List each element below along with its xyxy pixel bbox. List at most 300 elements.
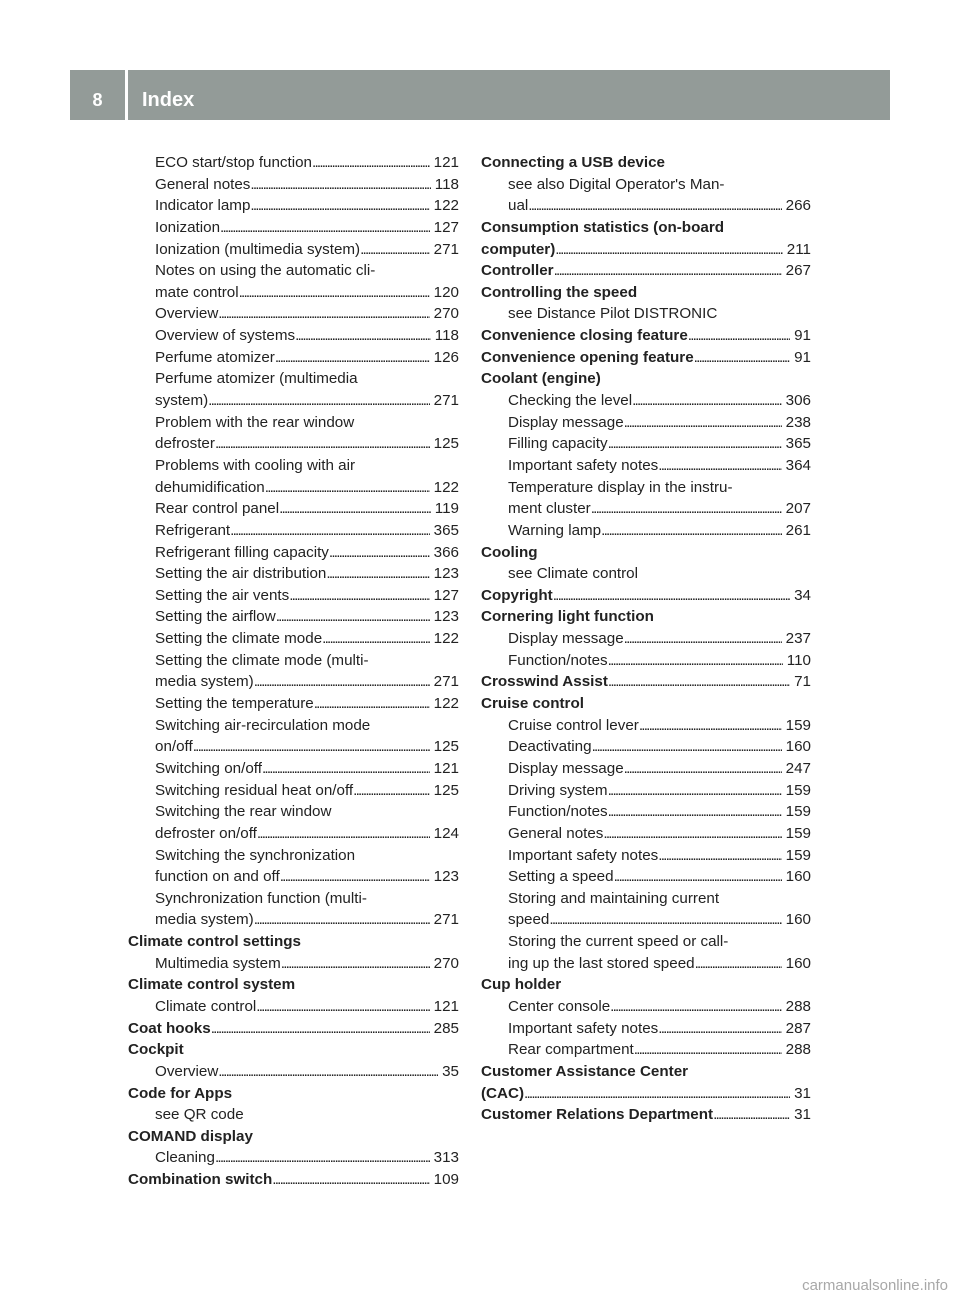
page-reference: 366 [433, 543, 459, 561]
dot-leader [295, 325, 431, 347]
entry-text: Problems with cooling with air [155, 456, 356, 474]
index-subentry [128, 325, 459, 347]
page-reference: 261 [785, 521, 811, 539]
page-reference: 121 [433, 759, 459, 777]
entry-text: Function/notes [508, 803, 608, 821]
entry-text: Code for Apps [128, 1084, 233, 1102]
page-reference: 31 [794, 1084, 811, 1102]
page-reference: 120 [433, 283, 459, 301]
index-entry [481, 974, 811, 996]
page-reference: 121 [433, 154, 459, 171]
dot-leader [603, 823, 781, 845]
index-entry [481, 260, 811, 282]
index-entry [481, 1083, 811, 1105]
entry-text: Convenience opening feature [481, 348, 694, 366]
page-reference: 119 [434, 500, 459, 518]
entry-text: Ionization (multimedia system) [155, 240, 361, 258]
dot-leader [658, 1018, 781, 1040]
dot-leader [239, 282, 430, 304]
dot-leader [360, 239, 430, 261]
dot-leader [280, 866, 430, 888]
index-subentry [128, 282, 459, 304]
page-reference: 125 [433, 781, 459, 799]
entry-text: Consumption statistics (on-board [481, 218, 724, 236]
entry-text: ing up the last stored speed [508, 954, 695, 972]
index-subentry [481, 303, 811, 325]
index-subentry [128, 433, 459, 455]
index-subentry [481, 996, 811, 1018]
entry-text: Refrigerant filling capacity [155, 543, 329, 561]
dot-leader [658, 455, 781, 477]
index-entry [481, 347, 811, 369]
page-reference: 364 [785, 456, 811, 474]
index-entry [481, 1061, 811, 1083]
dot-leader [220, 217, 430, 239]
dot-leader [554, 260, 782, 282]
index-entry [481, 1104, 811, 1126]
entry-text: Cornering light function [481, 608, 654, 626]
index-entry [128, 931, 459, 953]
entry-text: computer) [481, 240, 556, 258]
index-subentry [128, 498, 459, 520]
index-entry [481, 671, 811, 693]
entry-text: Overview [155, 1062, 219, 1080]
index-subentry [128, 174, 459, 196]
index-subentry [128, 1061, 459, 1083]
entry-text: Cooling [481, 543, 538, 561]
index-column-right [481, 152, 811, 1126]
dot-leader [608, 433, 782, 455]
page-reference: 159 [785, 824, 811, 842]
entry-text: ual [508, 197, 529, 215]
dot-leader [634, 1039, 782, 1061]
entry-text: Switching air-recirculation mode [155, 716, 371, 734]
index-subentry [128, 455, 459, 477]
dot-leader [276, 606, 430, 628]
page-reference: 285 [433, 1019, 459, 1037]
page-reference: 270 [433, 305, 459, 323]
index-subentry [128, 715, 459, 737]
index-entry [128, 974, 459, 996]
index-subentry [128, 606, 459, 628]
page-reference: 159 [785, 803, 811, 821]
entry-text: ment cluster [508, 500, 591, 518]
page-reference: 91 [794, 327, 811, 345]
entry-text: Function/notes [508, 651, 608, 669]
page-reference: 123 [433, 608, 459, 626]
page-reference: 123 [433, 868, 459, 886]
dot-leader [265, 477, 430, 499]
dot-leader [555, 239, 783, 261]
dot-leader [614, 866, 782, 888]
page-reference: 271 [433, 392, 459, 410]
index-entry [128, 1126, 459, 1148]
index-subentry [128, 628, 459, 650]
entry-text: Overview [155, 305, 219, 323]
entry-text: on/off [155, 738, 193, 756]
page-reference: 238 [785, 413, 811, 431]
entry-text: Important safety notes [508, 846, 659, 864]
index-subentry [128, 390, 459, 412]
index-subentry [128, 909, 459, 931]
index-subentry [128, 888, 459, 910]
page-reference: 160 [785, 868, 811, 886]
dot-leader [624, 758, 782, 780]
index-subentry [128, 260, 459, 282]
entry-text: Switching residual heat on/off [155, 781, 354, 799]
entry-text: Climate control system [128, 976, 296, 994]
index-subentry [128, 239, 459, 261]
page-reference: 247 [785, 759, 811, 777]
index-entry [481, 217, 811, 239]
index-subentry [128, 823, 459, 845]
entry-text: speed [508, 911, 550, 929]
dot-leader [215, 433, 430, 455]
dot-leader [592, 736, 782, 758]
entry-text: Ionization [155, 218, 221, 236]
dot-leader [695, 953, 782, 975]
entry-text: see also Digital Operator's Man- [508, 175, 725, 193]
entry-text: Cruise control lever [508, 716, 639, 734]
entry-text: Setting the climate mode (multi- [155, 651, 369, 669]
index-subentry [481, 953, 811, 975]
index-subentry [481, 823, 811, 845]
dot-leader [608, 650, 783, 672]
dot-leader [632, 390, 782, 412]
entry-text: Coat hooks [128, 1019, 211, 1037]
index-subentry [481, 758, 811, 780]
index-subentry [481, 909, 811, 931]
page-reference: 122 [433, 478, 459, 496]
entry-text: (CAC) [481, 1084, 525, 1102]
dot-leader [591, 498, 782, 520]
index-subentry [128, 1104, 459, 1126]
entry-text: General notes [508, 824, 604, 842]
index-subentry [128, 217, 459, 239]
section-title: Index [142, 89, 195, 111]
dot-leader [322, 628, 430, 650]
watermark: carmanualsonline.info [802, 1277, 948, 1294]
index-entry [481, 368, 811, 390]
dot-leader [694, 347, 790, 369]
index-subentry [481, 628, 811, 650]
entry-text: Setting the airflow [155, 608, 276, 626]
index-subentry [481, 498, 811, 520]
index-subentry [481, 563, 811, 585]
page-reference: 270 [433, 954, 459, 972]
index-subentry [128, 693, 459, 715]
dot-leader [608, 801, 782, 823]
page-reference: 266 [785, 197, 811, 215]
page-reference: 160 [785, 911, 811, 929]
dot-leader [254, 909, 430, 931]
index-subentry [128, 477, 459, 499]
index-subentry [481, 1039, 811, 1061]
entry-text: Indicator lamp [155, 197, 251, 215]
page-reference: 118 [434, 327, 459, 345]
entry-text: Display message [508, 630, 624, 648]
dot-leader [601, 520, 782, 542]
index-entry [128, 1169, 459, 1191]
index-entry [481, 693, 811, 715]
entry-text: Refrigerant [155, 521, 231, 539]
dot-leader [713, 1104, 790, 1126]
entry-text: Setting the air vents [155, 586, 290, 604]
page-reference: 313 [433, 1149, 459, 1167]
entry-text: Center console [508, 997, 611, 1015]
page-reference: 207 [785, 500, 811, 518]
index-subentry [481, 866, 811, 888]
dot-leader [624, 628, 782, 650]
page-reference: 125 [433, 738, 459, 756]
index-entry [481, 239, 811, 261]
dot-leader [281, 953, 430, 975]
page-reference: 127 [433, 586, 459, 604]
dot-leader [639, 715, 782, 737]
dot-leader [353, 780, 430, 802]
index-subentry [481, 650, 811, 672]
index-subentry [481, 477, 811, 499]
page-reference: 121 [433, 997, 459, 1015]
index-column-left [128, 152, 459, 1191]
index-subentry [128, 1147, 459, 1169]
page-reference: 237 [785, 630, 811, 648]
page-reference: 35 [442, 1062, 459, 1080]
page-reference: 271 [433, 240, 459, 258]
page-reference: 160 [785, 954, 811, 972]
index-entry [481, 606, 811, 628]
entry-text: Controller [481, 262, 554, 280]
index-entry [481, 325, 811, 347]
entry-text: Controlling the speed [481, 283, 638, 301]
entry-text: Setting the air distribution [155, 565, 327, 583]
dot-leader [208, 390, 430, 412]
index-subentry [481, 390, 811, 412]
entry-text: COMAND display [128, 1127, 253, 1145]
page-reference: 160 [785, 738, 811, 756]
page-reference: 211 [786, 240, 811, 258]
dot-leader [658, 845, 781, 867]
page-reference: 271 [433, 673, 459, 691]
dot-leader [553, 585, 790, 607]
entry-text: Checking the level [508, 392, 633, 410]
index-subentry [481, 1018, 811, 1040]
dot-leader [257, 823, 430, 845]
index-subentry [128, 412, 459, 434]
entry-text: Setting the temperature [155, 695, 314, 713]
dot-leader [218, 1061, 438, 1083]
index-entry [128, 1039, 459, 1061]
entry-text: Filling capacity [508, 435, 608, 453]
index-subentry [481, 801, 811, 823]
dot-leader [193, 736, 430, 758]
entry-text: defroster on/off [155, 824, 257, 842]
page-reference: 125 [433, 435, 459, 453]
entry-text: Switching the synchronization [155, 846, 356, 864]
entry-text: Overview of systems [155, 327, 296, 345]
entry-text: Cup holder [481, 976, 562, 994]
entry-text: Climate control [155, 997, 257, 1015]
page-reference: 288 [785, 997, 811, 1015]
dot-leader [230, 520, 430, 542]
entry-text: Perfume atomizer [155, 348, 275, 366]
entry-text: Notes on using the automatic cli- [155, 262, 376, 280]
entry-text: Deactivating [508, 738, 592, 756]
index-subentry [128, 650, 459, 672]
dot-leader [250, 174, 430, 196]
entry-text: General notes [155, 175, 251, 193]
page-reference: 122 [433, 197, 459, 215]
page-reference: 365 [785, 435, 811, 453]
page-reference: 71 [794, 673, 811, 691]
page-reference: 124 [433, 824, 459, 842]
entry-text: Rear compartment [508, 1041, 634, 1059]
page-reference: 288 [785, 1041, 811, 1059]
index-entry [481, 152, 811, 174]
page-reference: 122 [433, 695, 459, 713]
page-reference: 159 [785, 846, 811, 864]
index-subentry [481, 888, 811, 910]
entry-text: see QR code [155, 1106, 244, 1124]
entry-text: Customer Assistance Center [481, 1062, 689, 1080]
index-subentry [481, 780, 811, 802]
index-entry [128, 1083, 459, 1105]
page-reference: 159 [785, 781, 811, 799]
index-subentry [481, 455, 811, 477]
dot-leader [279, 498, 431, 520]
dot-leader [608, 780, 782, 802]
dot-leader [289, 585, 429, 607]
page-reference: 122 [433, 630, 459, 648]
page-reference: 91 [794, 348, 811, 366]
dot-leader [312, 152, 430, 174]
page-reference: 126 [433, 348, 459, 366]
index-subentry [481, 520, 811, 542]
entry-text: Connecting a USB device [481, 154, 665, 171]
dot-leader [549, 909, 781, 931]
index-subentry [128, 195, 459, 217]
entry-text: Important safety notes [508, 1019, 659, 1037]
entry-text: Copyright [481, 586, 553, 604]
entry-text: Switching on/off [155, 759, 262, 777]
entry-text: function on and off [155, 868, 280, 886]
entry-text: Combination switch [128, 1171, 273, 1189]
page-reference: 123 [433, 565, 459, 583]
index-subentry [481, 931, 811, 953]
index-subentry [128, 736, 459, 758]
index-subentry [128, 585, 459, 607]
page-reference: 287 [785, 1019, 811, 1037]
dot-leader [524, 1083, 790, 1105]
index-subentry [128, 152, 459, 174]
index-subentry [128, 520, 459, 542]
entry-text: dehumidification [155, 478, 265, 496]
entry-text: Perfume atomizer (multimedia [155, 370, 358, 388]
index-subentry [128, 996, 459, 1018]
index-subentry [128, 563, 459, 585]
index-subentry [128, 953, 459, 975]
entry-text: Driving system [508, 781, 608, 799]
entry-text: ECO start/stop function [155, 154, 313, 171]
entry-text: Setting the climate mode [155, 630, 323, 648]
index-subentry [481, 195, 811, 217]
entry-text: system) [155, 392, 209, 410]
entry-text: Important safety notes [508, 456, 659, 474]
entry-text: see Distance Pilot DISTRONIC [508, 305, 718, 323]
dot-leader [314, 693, 430, 715]
index-subentry [481, 174, 811, 196]
dot-leader [608, 671, 790, 693]
index-entry [481, 282, 811, 304]
index-entry [128, 1018, 459, 1040]
page-reference: 118 [434, 175, 459, 193]
entry-text: Customer Relations Department [481, 1106, 714, 1124]
index-subentry [481, 433, 811, 455]
entry-text: Coolant (engine) [481, 370, 601, 388]
entry-text: Display message [508, 759, 624, 777]
entry-text: Cleaning [155, 1149, 215, 1167]
index-subentry [128, 368, 459, 390]
entry-text: Switching the rear window [155, 803, 332, 821]
entry-text: Setting a speed [508, 868, 614, 886]
index-entry [481, 542, 811, 564]
entry-text: Convenience closing feature [481, 327, 688, 345]
index-subentry [481, 715, 811, 737]
entry-text: Rear control panel [155, 500, 280, 518]
entry-text: Storing the current speed or call- [508, 933, 729, 951]
entry-text: media system) [155, 911, 254, 929]
index-subentry [128, 758, 459, 780]
dot-leader [218, 303, 429, 325]
index-entry [481, 585, 811, 607]
entry-text: Synchronization function (multi- [155, 889, 367, 907]
entry-text: Problem with the rear window [155, 413, 355, 431]
index-subentry [128, 845, 459, 867]
entry-text: Multimedia system [155, 954, 281, 972]
dot-leader [329, 542, 430, 564]
entry-text: Cockpit [128, 1041, 184, 1059]
entry-text: mate control [155, 283, 239, 301]
page-number: 8 [92, 90, 103, 110]
entry-text: Warning lamp [508, 521, 602, 539]
entry-text: Storing and maintaining current [508, 889, 720, 907]
dot-leader [688, 325, 790, 347]
dot-leader [262, 758, 430, 780]
entry-text: Cruise control [481, 695, 584, 713]
page-reference: 127 [433, 218, 459, 236]
page-reference: 109 [433, 1171, 459, 1189]
page-reference: 365 [433, 521, 459, 539]
index-subentry [128, 347, 459, 369]
page-reference: 34 [794, 586, 811, 604]
dot-leader [256, 996, 429, 1018]
dot-leader [610, 996, 782, 1018]
page-reference: 267 [785, 262, 811, 280]
page-reference: 110 [786, 651, 811, 669]
header-divider [125, 70, 128, 120]
page-reference: 271 [433, 911, 459, 929]
dot-leader [211, 1018, 430, 1040]
index-subentry [481, 412, 811, 434]
index-subentry [128, 303, 459, 325]
page-header [70, 70, 890, 120]
entry-text: Crosswind Assist [481, 673, 608, 691]
dot-leader [215, 1147, 430, 1169]
index-subentry [481, 736, 811, 758]
dot-leader [326, 563, 429, 585]
dot-leader [528, 195, 781, 217]
dot-leader [272, 1169, 429, 1191]
